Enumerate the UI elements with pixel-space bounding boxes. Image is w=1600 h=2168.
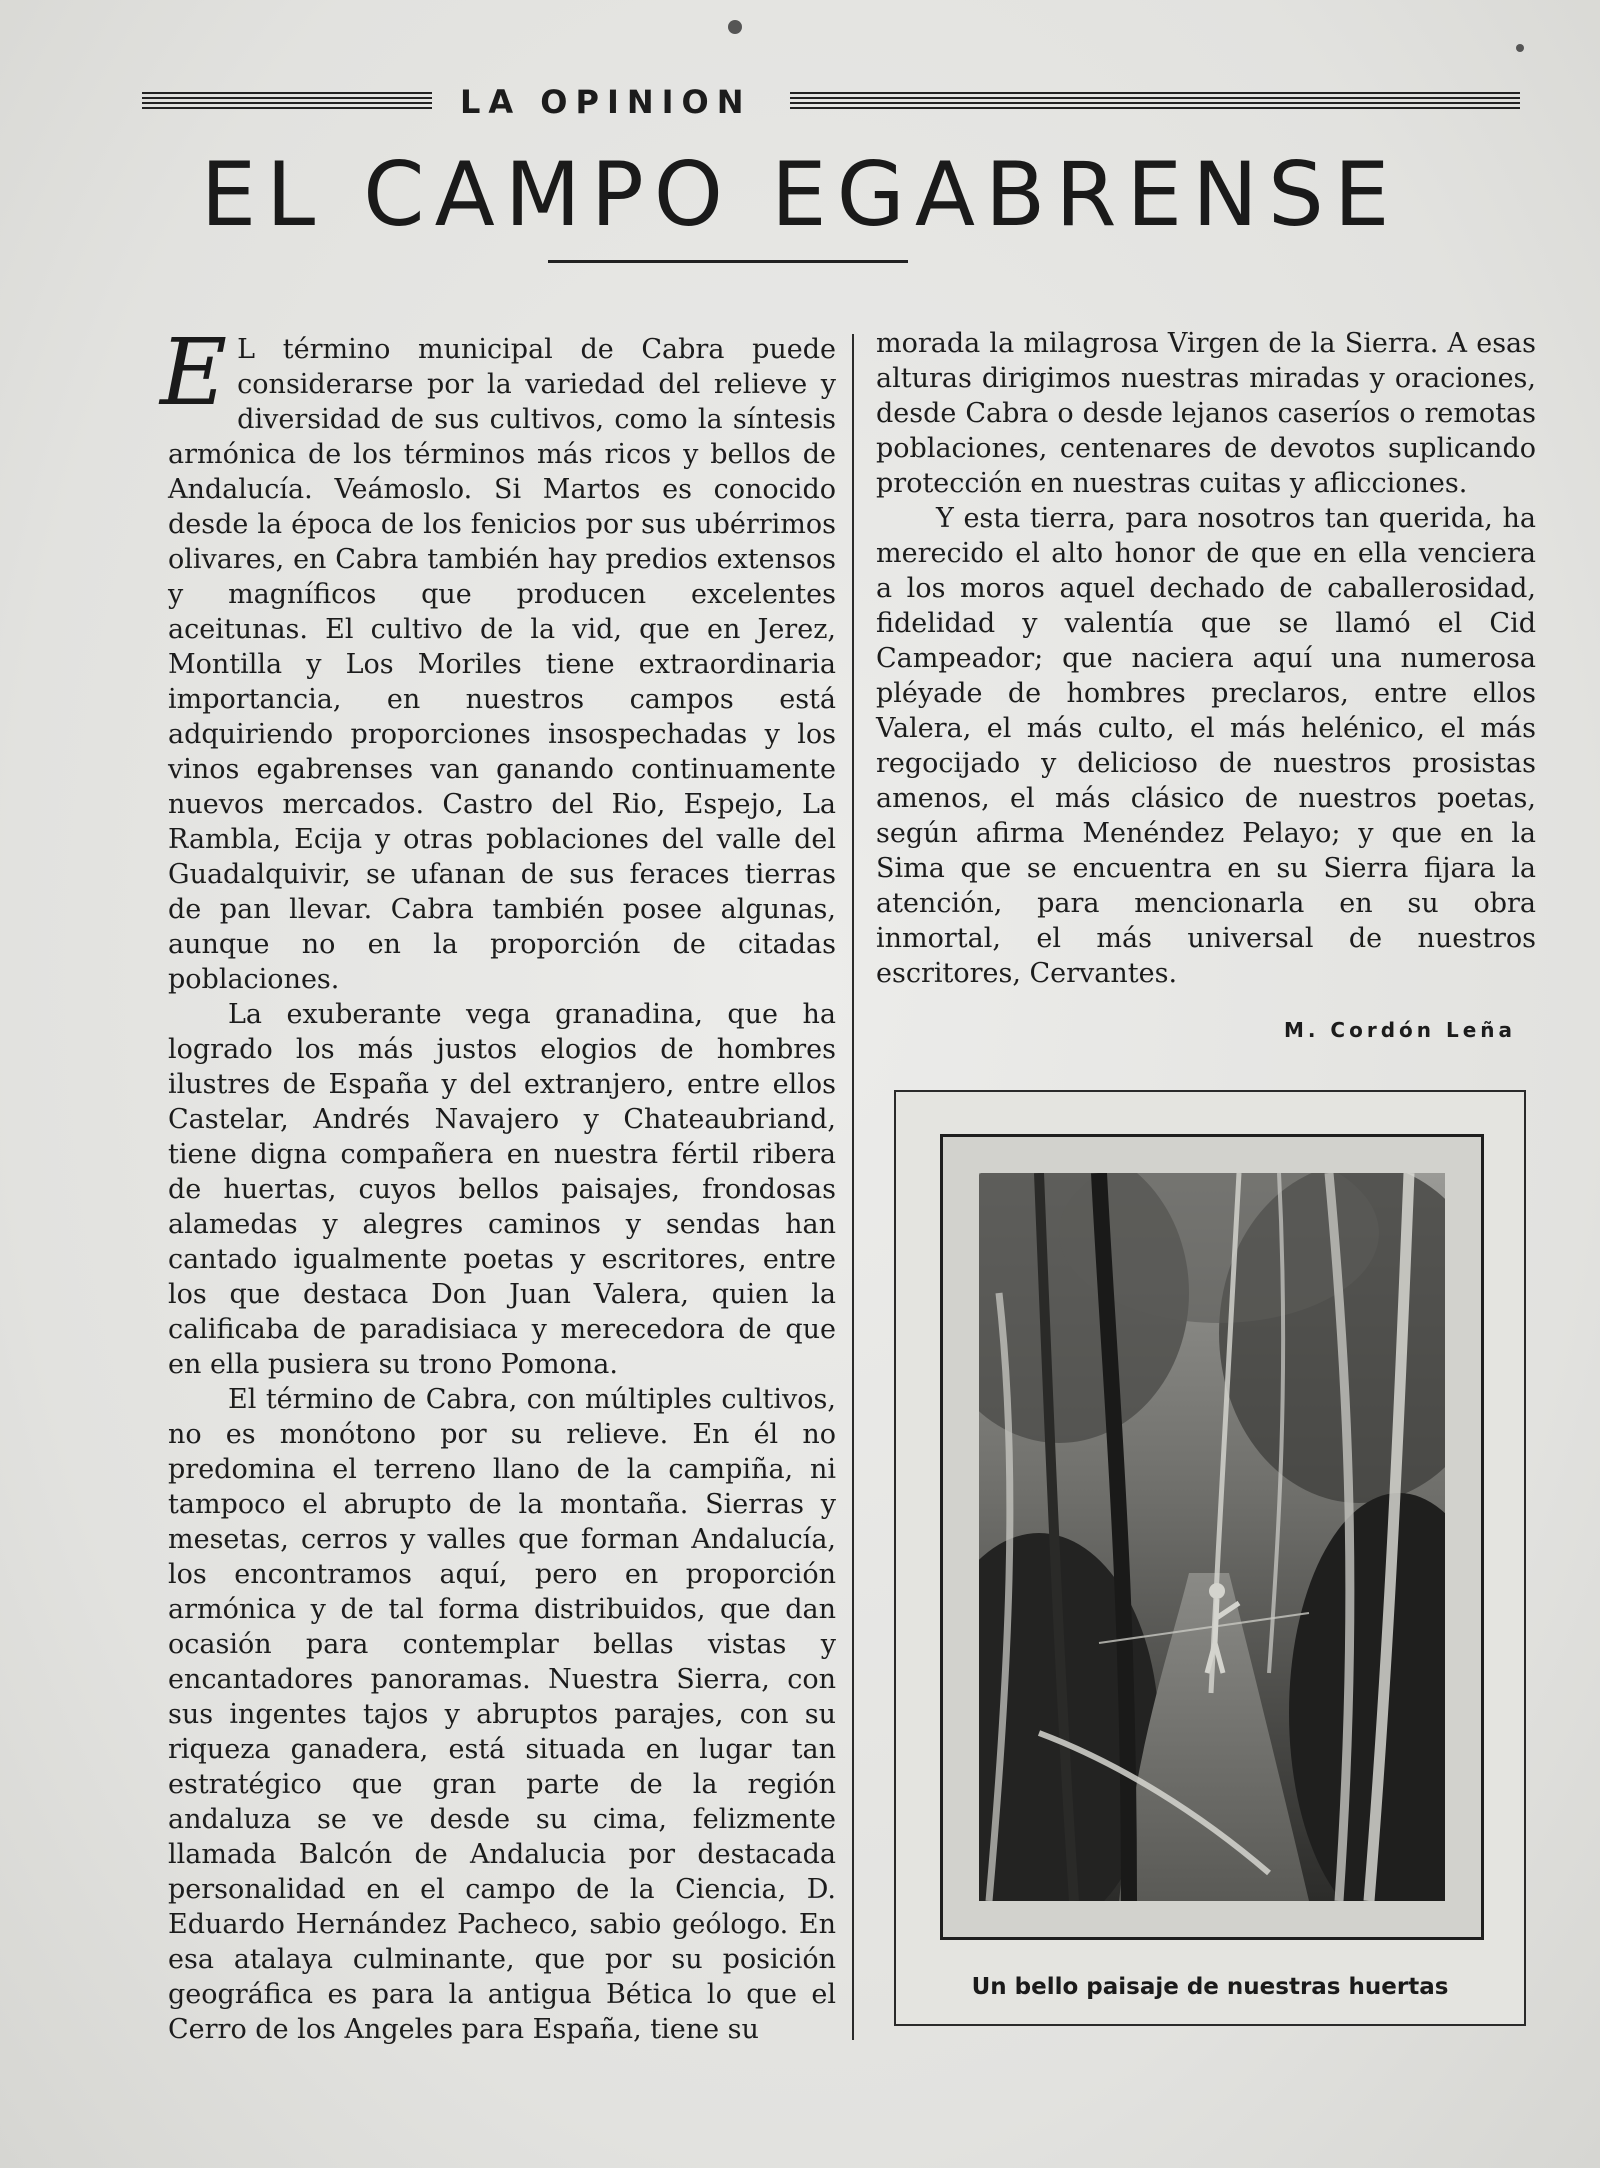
photo-mount [940,1134,1484,1940]
paragraph-text: L término municipal de Cabra puede considerarse por la variedad del relieve y diversidad de sus cultivos, como la síntesis armónica de los términos más ricos y bellos de Andalucía. Veámoslo. Si Martos es conocido desde la época de los fenicios por sus ubérrimos olivares, en Cabra también hay predios extensos y magníficos que producen excelentes aceitunas. El cultivo de la vid, que en Jerez, Montilla y Los Moriles tiene extraordinaria importancia, en nuestros campos está adquiriendo proporciones insospechadas y los vinos egabrenses van ganando continuamente nuevos mercados. Castro del Rio, Espejo, La Rambla, Ecija y otras poblaciones del valle del Guadalquivir, se ufanan de sus feraces tierras de pan llevar. Cabra también posee algunas, aunque no en la proporción de citadas poblaciones. [168,334,836,995]
landscape-photo-illustration [979,1173,1445,1901]
print-speck [728,20,742,34]
photo-caption: Un bello paisaje de nuestras huertas [971,1974,1449,2000]
article-left-column [160,319,836,2047]
print-speck [1516,44,1524,52]
headline-underline [548,260,908,263]
article-paragraph: morada la milagrosa Virgen de la Sierra. A esas alturas dirigimos nuestras miradas y oraciones, desde Cabra o desde lejanos caseríos o remotas poblaciones, centenares de devotos suplicando protección en nuestras cuitas y aflicciones. [876,328,1536,499]
article-paragraph: El término de Cabra, con múltiples cultivos, no es monótono por su relieve. En él no predomina el terreno llano de la campiña, ni tampoco el abrupto de la montaña. Sierras y mesetas, cerros y valles que forman Andalucía, los encontramos aquí, pero en proporción armónica y de tal forma distribuidos, que dan ocasión para contemplar bellas vistas y encantadores panoramas. Nuestra Sierra, con sus ingentes tajos y abruptos parajes, con su riqueza ganadera, está situada en lugar tan estratégico que gran parte de la región andaluza se ve desde su cima, felizmente llamada Balcón de Andalucia por destacada personalidad en el campo de la Ciencia, D. Eduardo Hernández Pacheco, sabio geólogo. En esa atalaya culminante, que por su posición geográfica es para la antigua Bética lo que el Cerro de los Angeles para España, tiene su [168,1384,836,2045]
photo-frame [894,1090,1526,2026]
article-paragraph: Y esta tierra, para nosotros tan querida, ha merecido el alto honor de que en ella venciera a los moros aquel dechado de caballerosidad, fidelidad y valentía que se llamó el Cid Campeador; que naciera aquí una numerosa pléyade de hombres preclaros, entre ellos Valera, el más culto, el más helénico, el más regocijado y delicioso de nuestros prosistas amenos, el más clásico de nuestros poetas, según afirma Menéndez Pelayo; y que en la Sima que se encuentra en su Sierra fijara la atención, para mencionarla en su obra inmortal, el más universal de nuestros escritores, Cervantes. [876,503,1536,989]
masthead-rule-left [142,92,432,112]
masthead-rule-right [790,92,1520,112]
masthead-title: LA OPINION [460,83,752,121]
article-headline: EL CAMPO EGABRENSE [200,143,1400,246]
article-paragraph [160,319,836,997]
article-right-column [876,326,1536,991]
drop-cap: E [160,319,228,426]
masthead [142,82,1520,122]
article-paragraph: La exuberante vega granadina, que ha logrado los más justos elogios de hombres ilustres de España y del extranjero, entre ellos Castelar, Andrés Navajero y Chateaubriand, tiene digna compañera en nuestra fértil ribera de huertas, cuyos bellos paisajes, frondosas alamedas y alegres caminos y sendas han cantado igualmente poetas y escritores, entre los que destaca Don Juan Valera, quien la calificaba de paradisiaca y merecedora de que en ella pusiera su trono Pomona. [168,999,836,1380]
author-signature: M. Cordón Leña [1283,1018,1516,1042]
column-divider [852,334,854,2040]
landscape-photo [979,1173,1445,1901]
